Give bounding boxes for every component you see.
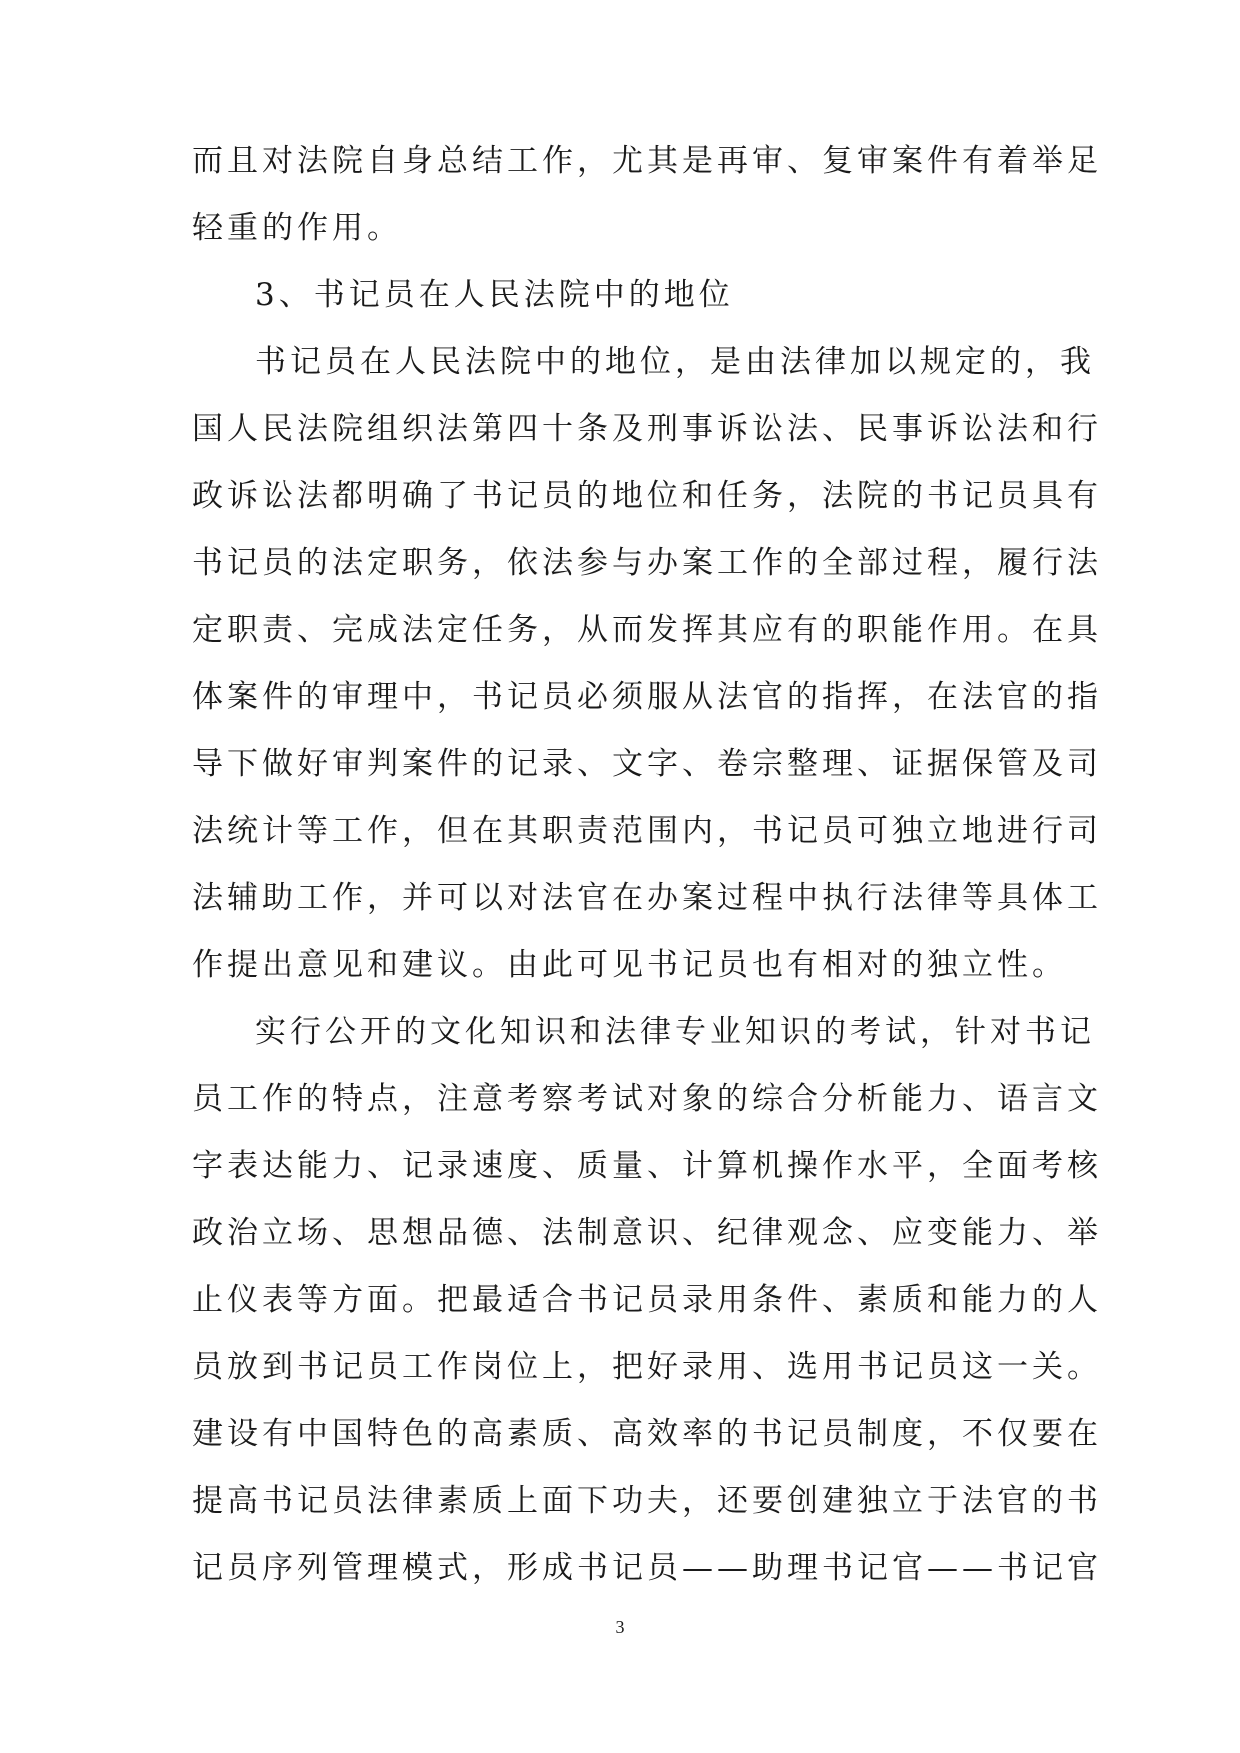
text-line: 书记员的法定职务，依法参与办案工作的全部过程，履行法: [192, 545, 1102, 581]
text-line: 作提出意见和建议。由此可见书记员也有相对的独立性。: [192, 947, 1067, 983]
text-line: 导下做好审判案件的记录、文字、卷宗整理、证据保管及司: [192, 746, 1102, 782]
section-heading: 3、书记员在人民法院中的地位: [255, 277, 734, 313]
text-line: 政治立场、思想品德、法制意识、纪律观念、应变能力、举: [192, 1215, 1102, 1251]
text-line: 记员序列管理模式，形成书记员——助理书记官——书记官: [192, 1550, 1102, 1586]
text-line: 员放到书记员工作岗位上，把好录用、选用书记员这一关。: [192, 1349, 1102, 1385]
text-line: 轻重的作用。: [192, 210, 402, 246]
text-line: 提高书记员法律素质上面下功夫，还要创建独立于法官的书: [192, 1483, 1102, 1519]
text-line: 而且对法院自身总结工作，尤其是再审、复审案件有着举足: [192, 143, 1102, 179]
text-line: 止仪表等方面。把最适合书记员录用条件、素质和能力的人: [192, 1282, 1102, 1318]
text-line: 法统计等工作，但在其职责范围内，书记员可独立地进行司: [192, 813, 1102, 849]
page-number: 3: [615, 1617, 625, 1637]
text-line: 建设有中国特色的高素质、高效率的书记员制度，不仅要在: [192, 1416, 1102, 1452]
text-line: 法辅助工作，并可以对法官在办案过程中执行法律等具体工: [192, 880, 1102, 916]
text-line: 政诉讼法都明确了书记员的地位和任务，法院的书记员具有: [192, 478, 1102, 514]
text-line: 实行公开的文化知识和法律专业知识的考试，针对书记: [255, 1014, 1095, 1050]
text-line: 国人民法院组织法第四十条及刑事诉讼法、民事诉讼法和行: [192, 411, 1102, 447]
text-line: 定职责、完成法定任务，从而发挥其应有的职能作用。在具: [192, 612, 1102, 648]
text-line: 字表达能力、记录速度、质量、计算机操作水平，全面考核: [192, 1148, 1102, 1184]
text-line: 员工作的特点，注意考察考试对象的综合分析能力、语言文: [192, 1081, 1102, 1117]
text-line: 体案件的审理中，书记员必须服从法官的指挥，在法官的指: [192, 679, 1102, 715]
text-line: 书记员在人民法院中的地位，是由法律加以规定的，我: [255, 344, 1095, 380]
